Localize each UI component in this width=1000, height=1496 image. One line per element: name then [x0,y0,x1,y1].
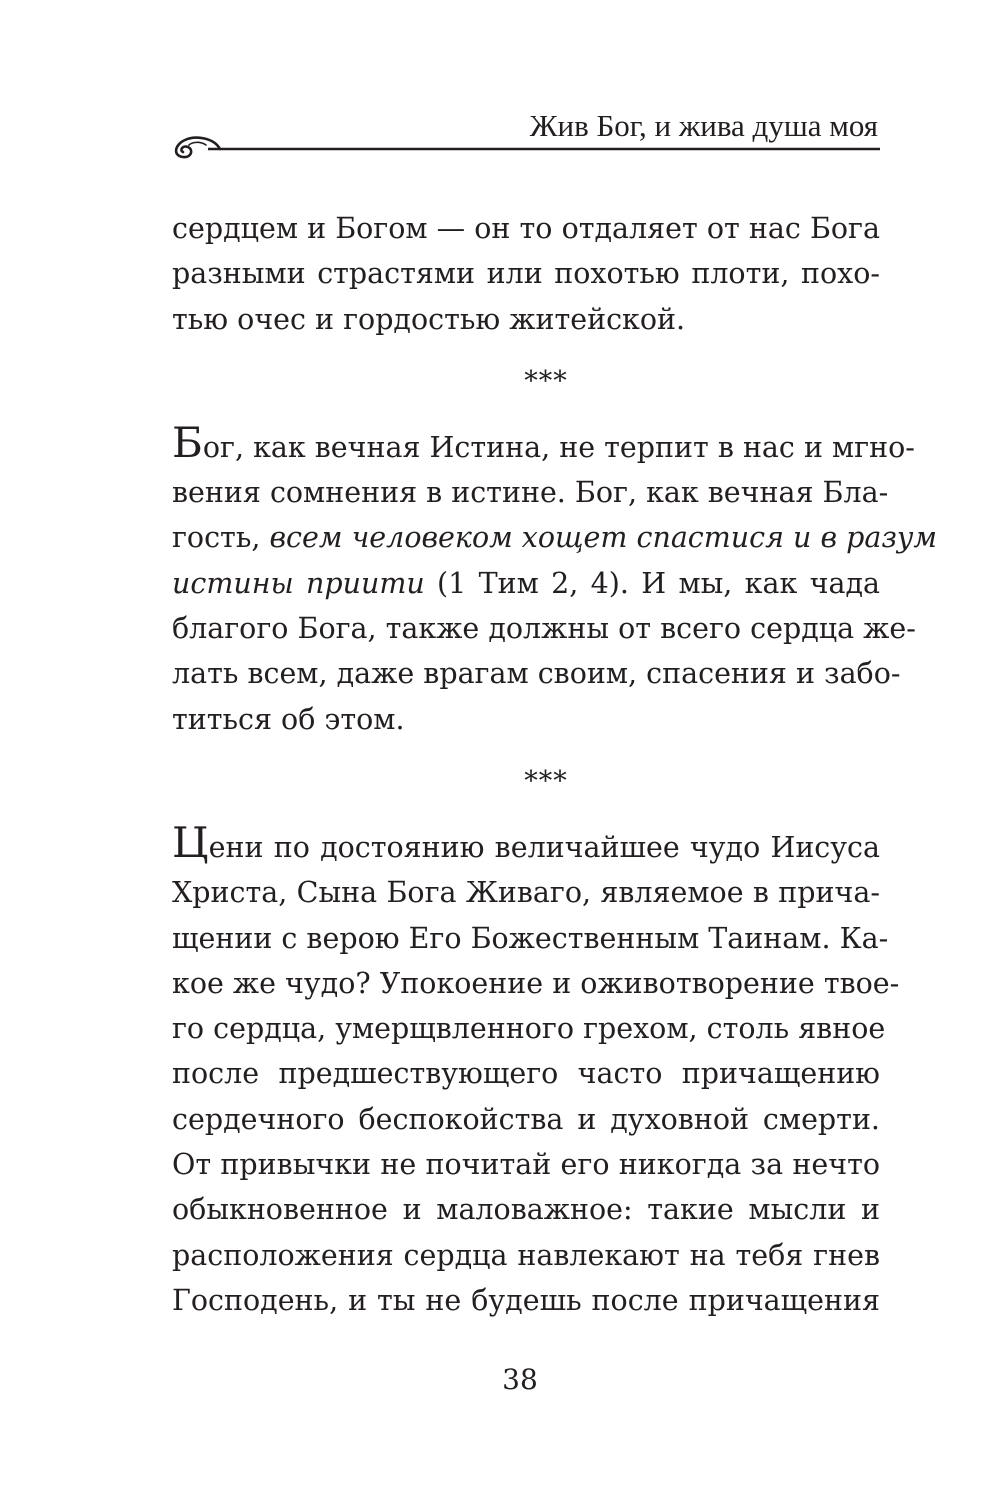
text-line: разными страстями или похотью плоти, похо- [172,257,880,291]
text-line [172,817,880,870]
text-line: сердечного беспокойства и духовной смерти. [172,1102,880,1136]
page-number: 38 [502,1363,538,1396]
ornament-rule-icon [170,134,880,160]
text-run: ог, как вечная Истина, не терпит в нас и мгно- [202,430,915,464]
text-line: сердцем и Богом — он то отдаляет от нас Бога [172,212,880,245]
text-line [172,561,880,606]
text-line [172,417,915,470]
text-line [172,515,938,560]
paragraph-2 [172,417,938,742]
text-line: благого Бога, также должны от всего сердца же- [172,612,916,646]
running-head [170,108,880,160]
page-body [172,206,938,1323]
text-line: тью очес и гордостью житейской. [172,302,686,336]
text-line: Господень, и ты не будешь после причащения [172,1283,880,1317]
text-line: Христа, Сына Бога Живаго, являемое в прича- [172,876,880,910]
text-line: титься об этом. [172,702,405,736]
running-title: Жив Бог, и жива душа моя [529,108,878,143]
text-run: (1 Тим 2, 4). И мы, как чада [424,566,880,600]
text-line: после предшествующего часто причащению [172,1057,880,1091]
italic-quote: всем человеком хощет спастися и в разум [269,521,938,555]
text-line: щении с верою Его Божественным Таинам. Ка- [172,921,889,955]
text-line: лать всем, даже врагам своим, спасения и забо- [172,657,901,691]
drop-cap: Ц [172,817,209,867]
text-run: ени по достоянию величайшее чудо Иисуса [208,830,880,864]
section-separator: *** [524,765,568,797]
text-line: От привычки не почитай его никогда за нечто [172,1148,880,1182]
text-line: расположения сердца навлекают на тебя гнев [172,1238,880,1272]
paragraph-1 [172,206,880,342]
paragraph-3 [172,817,900,1323]
text-line: обыкновенное и маловажное: такие мысли и [172,1193,880,1227]
drop-cap: Б [172,417,203,467]
text-run: гость, [172,521,270,555]
text-line: вения сомнения в истине. Бог, как вечная Бла- [172,476,889,510]
text-line: го сердца, умерщвленного грехом, столь явное [172,1012,886,1046]
text-line: кое же чудо? Упокоение и оживотворение твое- [172,966,900,1000]
section-separator: *** [524,365,568,397]
italic-quote: истины приити [172,566,425,600]
